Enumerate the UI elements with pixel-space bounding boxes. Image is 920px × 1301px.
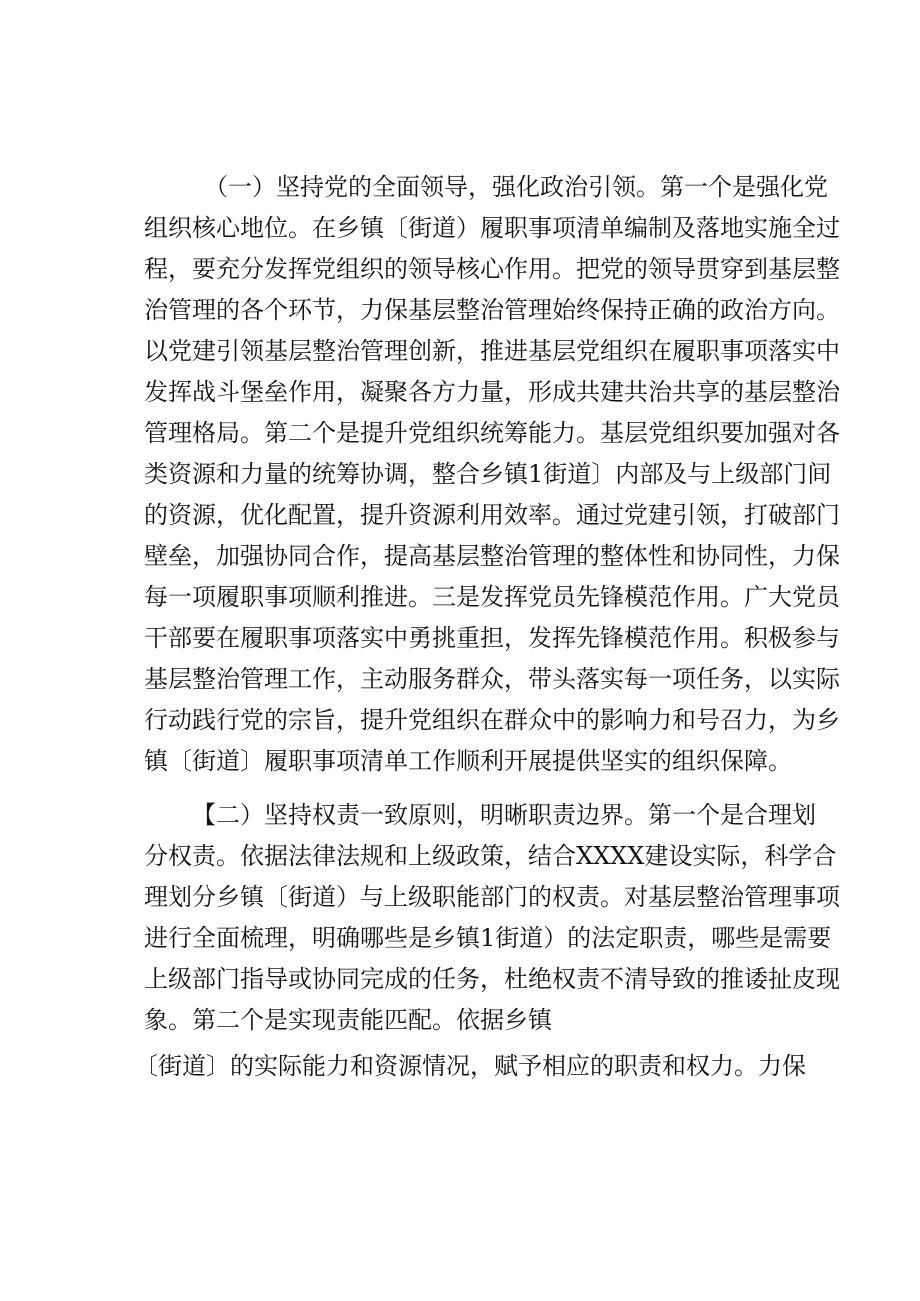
paragraph-1-line: 以党建引领基层整治管理创新，推进基层党组织在履职事项落实中 — [144, 337, 840, 365]
paragraph-1-line: 组织核心地位。在乡镇〔街道）履职事项清单编制及落地实施全过 — [144, 214, 840, 242]
paragraph-3-line: 〔街道〕的实际能力和资源情况，赋予相应的职责和权力。力保 — [134, 1052, 806, 1080]
paragraph-1-line: 干部要在履职事项落实中勇挑重担，发挥先锋模范作用。积极参与 — [144, 624, 840, 652]
paragraph-1-line: 管理格局。第二个是提升党组织统筹能力。基层党组织要加强对各 — [144, 419, 840, 447]
paragraph-1-line: 镇〔街道〕履职事项清单工作顺利开展提供坚实的组织保障。 — [144, 747, 792, 775]
paragraph-2-line: 理划分乡镇〔街道）与上级职能部门的权责。对基层整治管理事项 — [144, 883, 840, 911]
paragraph-1-line: 程，要充分发挥党组织的领导核心作用。把党的领导贯穿到基层整 — [144, 255, 840, 283]
paragraph-1-line: 壁垒，加强协同合作，提高基层整治管理的整体性和协同性，力保 — [144, 542, 840, 570]
paragraph-2-line: 上级部门指导或协同完成的任务，杜绝权责不清导致的推诿扯皮现 — [144, 965, 840, 993]
paragraph-1-line: （一）坚持党的全面领导，强化政治引领。第一个是强化党 — [204, 173, 828, 201]
paragraph-2-line: 【二）坚持权责一致原则，明晰职责边界。第一个是合理划 — [192, 801, 816, 829]
paragraph-1-line: 类资源和力量的统筹协调，整合乡镇1街道〕内部及与上级部门间 — [144, 460, 832, 488]
paragraph-2-line: 象。第二个是实现责能匹配。依据乡镇 — [144, 1006, 552, 1034]
paragraph-2-line: 进行全面梳理，明确哪些是乡镇1街道）的法定职责，哪些是需要 — [144, 924, 832, 952]
paragraph-1-line: 发挥战斗堡垒作用，凝聚各方力量，形成共建共治共享的基层整治 — [144, 378, 840, 406]
paragraph-1-line: 每一项履职事项顺利推进。三是发挥党员先锋模范作用。广大党员 — [144, 583, 840, 611]
paragraph-1-line: 基层整治管理工作，主动服务群众，带头落实每一项任务，以实际 — [144, 665, 840, 693]
paragraph-2-line: 分权责。依据法律法规和上级政策，结合XXXX建设实际，科学合 — [144, 842, 837, 870]
paragraph-1-line: 治管理的各个环节，力保基层整治管理始终保持正确的政治方向。 — [144, 296, 840, 324]
paragraph-1-line: 的资源，优化配置，提升资源利用效率。通过党建引领，打破部门 — [144, 501, 840, 529]
paragraph-1-line: 行动践行党的宗旨，提升党组织在群众中的影响力和号召力，为乡 — [144, 706, 840, 734]
